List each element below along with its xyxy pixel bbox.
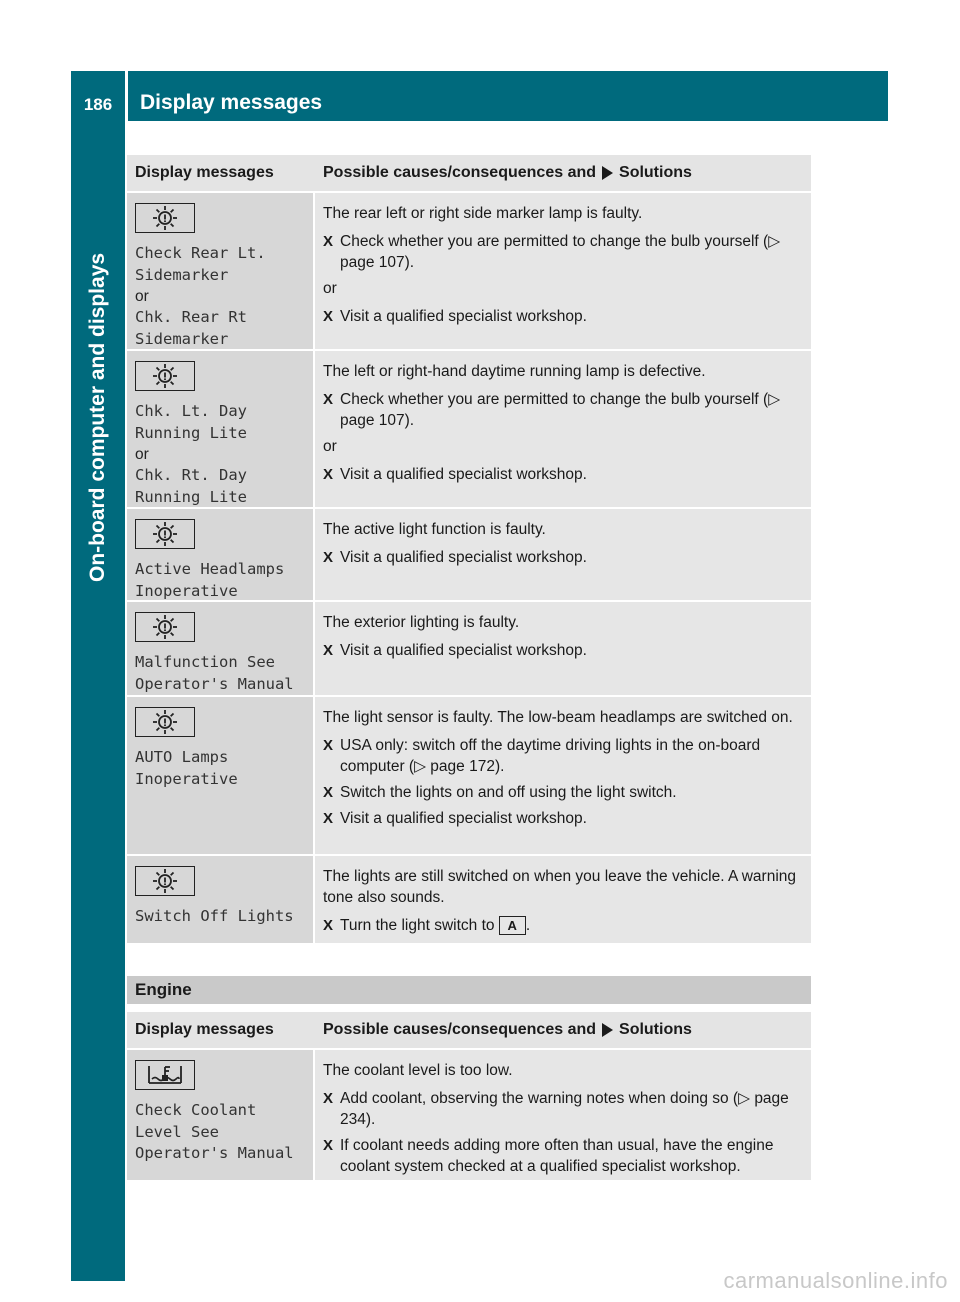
solution-item <box>323 306 805 327</box>
solution-text: Visit a qualified specialist workshop. <box>340 810 587 827</box>
solution-item <box>323 915 805 936</box>
message-cell <box>127 856 313 943</box>
cause-text: The exterior lighting is faulty. <box>323 614 520 631</box>
table-row <box>127 509 811 600</box>
col-solutions-label: Solutions <box>619 164 692 181</box>
solution-item <box>323 231 805 273</box>
or-label: or <box>135 446 149 463</box>
solution-item <box>323 547 805 568</box>
solution-text: Turn the light switch to <box>340 917 495 934</box>
table-row <box>127 351 811 507</box>
solution-text: Visit a qualified specialist workshop. <box>340 549 587 566</box>
causes-cell <box>315 602 811 695</box>
cause-text: The lights are still switched on when you leave the vehicle. A warning tone also sounds. <box>323 868 797 906</box>
message-text: Check Rear Lt. Sidemarker <box>135 244 266 284</box>
coolant-icon <box>135 1060 195 1090</box>
col-display-messages: Display messages <box>135 164 274 181</box>
col-causes-label: Possible causes/consequences and <box>323 1021 597 1038</box>
solution-item <box>323 1088 805 1130</box>
bullet-x-icon: X <box>323 737 334 754</box>
table-row <box>127 697 811 854</box>
solution-item <box>323 782 805 803</box>
light-switch-auto-icon: A <box>499 916 526 935</box>
col-causes <box>315 164 811 182</box>
solution-text: Check whether you are permitted to change the bulb yourself (▷ page 107). <box>340 233 781 271</box>
causes-cell <box>315 1050 811 1180</box>
solution-text: Visit a qualified specialist workshop. <box>340 466 587 483</box>
table-row <box>127 1050 811 1180</box>
triangle-arrow-icon <box>602 166 613 180</box>
bullet-x-icon: X <box>323 1090 334 1107</box>
bullet-x-icon: X <box>323 917 334 934</box>
table-header <box>127 155 811 191</box>
bullet-x-icon: X <box>323 1137 334 1154</box>
solution-suffix: . <box>525 917 531 934</box>
bullet-x-icon: X <box>323 549 334 566</box>
causes-cell <box>315 193 811 349</box>
message-text: Malfunction See Operator's Manual <box>135 653 294 693</box>
solution-text: Visit a qualified specialist workshop. <box>340 642 587 659</box>
solution-text: Switch the lights on and off using the light switch. <box>340 784 677 801</box>
table-header <box>127 1012 811 1048</box>
bullet-x-icon: X <box>323 466 334 483</box>
solution-text: Visit a qualified specialist workshop. <box>340 308 587 325</box>
engine-messages-table <box>127 1012 811 1182</box>
message-cell <box>127 602 313 695</box>
table-row <box>127 193 811 349</box>
message-text-alt: Chk. Rear Rt Sidemarker <box>135 308 247 348</box>
causes-cell <box>315 697 811 854</box>
message-cell <box>127 193 313 349</box>
message-cell <box>127 1050 313 1180</box>
or-label: or <box>323 438 337 455</box>
solution-item <box>323 1135 805 1177</box>
causes-cell <box>315 856 811 943</box>
solution-text: Add coolant, observing the warning notes when doing so (▷ page 234). <box>340 1090 789 1128</box>
message-text-alt: Chk. Rt. Day Running Lite <box>135 466 247 506</box>
message-text: Chk. Lt. Day Running Lite <box>135 402 247 442</box>
page-number: 186 <box>83 95 113 114</box>
section-heading-engine: Engine <box>127 976 811 1004</box>
message-cell <box>127 697 313 854</box>
col-causes <box>315 1021 811 1039</box>
message-text: Check Coolant Level See Operator's Manual <box>135 1101 294 1162</box>
bullet-x-icon: X <box>323 391 334 408</box>
bullet-x-icon: X <box>323 784 334 801</box>
cause-text: The light sensor is faulty. The low-beam headlamps are switched on. <box>323 709 793 726</box>
cause-text: The active light function is faulty. <box>323 521 546 538</box>
triangle-arrow-icon <box>602 1023 613 1037</box>
solution-item <box>323 640 805 661</box>
light-bulb-icon <box>135 707 195 737</box>
or-label: or <box>135 288 149 305</box>
solution-item <box>323 808 805 829</box>
cause-text: The left or right-hand daytime running lamp is defective. <box>323 363 706 380</box>
page-title: Display messages <box>140 91 323 114</box>
light-bulb-icon <box>135 519 195 549</box>
message-cell <box>127 351 313 507</box>
table-row <box>127 602 811 695</box>
cause-text: The rear left or right side marker lamp is faulty. <box>323 205 643 222</box>
causes-cell <box>315 509 811 600</box>
lights-messages-table <box>127 155 811 945</box>
col-causes-label: Possible causes/consequences and <box>323 164 597 181</box>
or-label: or <box>323 280 337 297</box>
solution-item <box>323 389 805 431</box>
light-bulb-icon <box>135 866 195 896</box>
bullet-x-icon: X <box>323 308 334 325</box>
solution-text: Check whether you are permitted to change the bulb yourself (▷ page 107). <box>340 391 781 429</box>
causes-cell <box>315 351 811 507</box>
cause-text: The coolant level is too low. <box>323 1062 513 1079</box>
light-bulb-icon <box>135 361 195 391</box>
solution-text: If coolant needs adding more often than usual, have the engine coolant system checked at a qualified specialist workshop. <box>340 1137 774 1175</box>
solution-text: USA only: switch off the daytime driving lights in the on-board computer (▷ page 172). <box>340 737 761 775</box>
message-text: AUTO Lamps Inoperative <box>135 748 238 788</box>
section-label: On-board computer and displays <box>86 252 109 582</box>
bullet-x-icon: X <box>323 233 334 250</box>
bullet-x-icon: X <box>323 810 334 827</box>
table-row <box>127 856 811 943</box>
light-bulb-icon <box>135 612 195 642</box>
col-display-messages: Display messages <box>135 1021 274 1038</box>
bullet-x-icon: X <box>323 642 334 659</box>
light-bulb-icon <box>135 203 195 233</box>
solution-item <box>323 735 805 777</box>
solution-item <box>323 464 805 485</box>
header-divider <box>125 71 128 121</box>
col-solutions-label: Solutions <box>619 1021 692 1038</box>
message-text: Active Headlamps Inoperative <box>135 560 285 600</box>
message-cell <box>127 509 313 600</box>
message-text: Switch Off Lights <box>135 907 294 925</box>
watermark: carmanualsonline.info <box>723 1268 948 1293</box>
